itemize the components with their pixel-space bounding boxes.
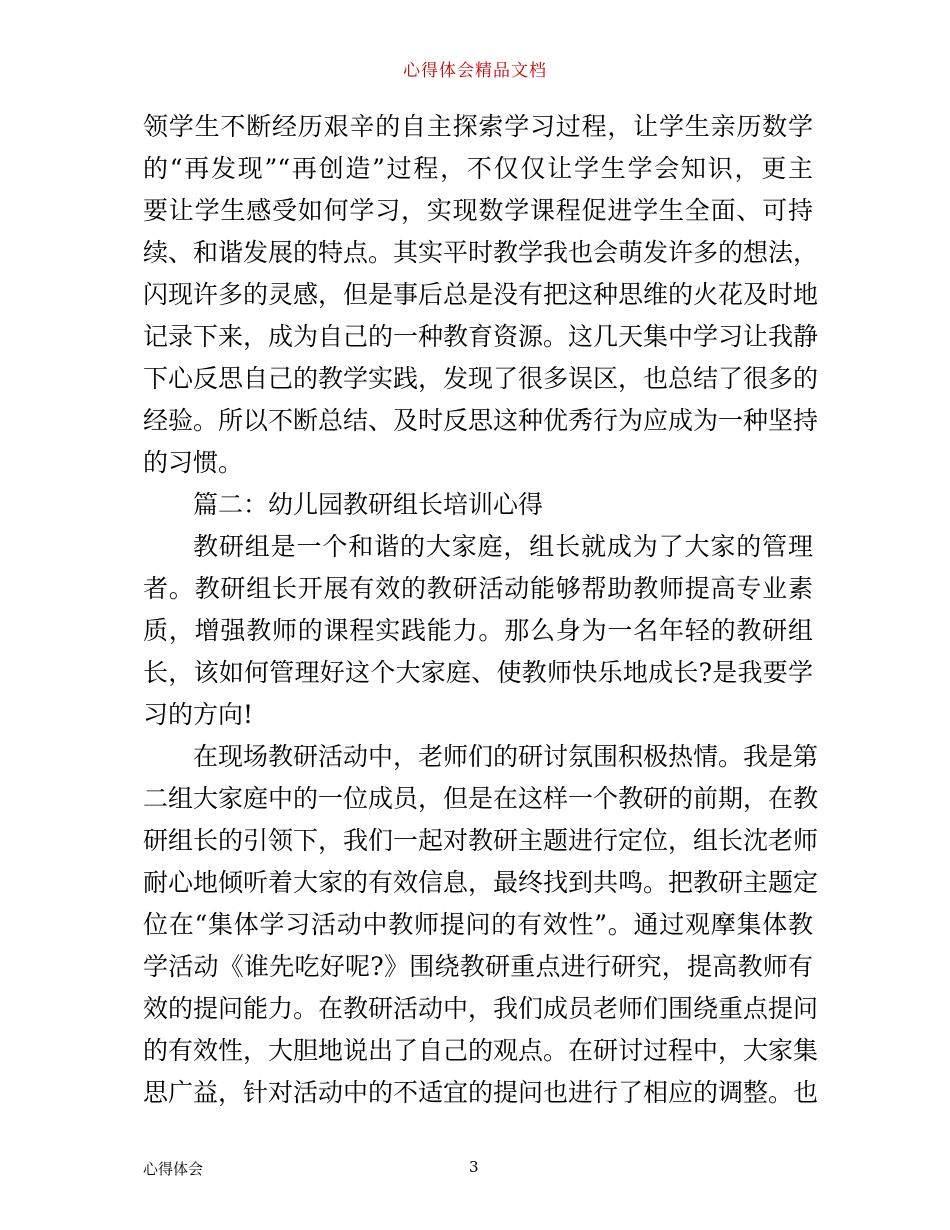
text-line: 研组长的引领下，我们一起对教研主题进行定位，组长沈老师 [143, 826, 819, 855]
document-body [143, 106, 819, 1114]
page-header-title: 心得体会精品文档 [403, 61, 547, 81]
text-line: 耐心地倾听着大家的有效信息，最终找到共鸣。把教研主题定 [143, 868, 819, 897]
text-line: 下心反思自己的教学实践，发现了很多误区，也总结了很多的 [143, 364, 819, 393]
text-line: 长，该如何管理好这个大家庭、使教师快乐地成长?是我要学 [143, 658, 813, 687]
page-footer [0, 1158, 950, 1178]
text-line: 质，增强教师的课程实践能力。那么身为一名年轻的教研组 [143, 616, 813, 645]
text-line: 位在“集体学习活动中教师提问的有效性”。通过观摩集体教 [143, 910, 813, 939]
text-line: 要让学生感受如何学习，实现数学课程促进学生全面、可持 [143, 196, 813, 225]
text-line: 者。教研组长开展有效的教研活动能够帮助教师提高专业素 [143, 574, 813, 603]
text-line: 闪现许多的灵感，但是事后总是没有把这种思维的火花及时地 [143, 280, 819, 309]
text-line: 篇二：幼儿园教研组长培训心得 [193, 490, 544, 519]
text-line: 在现场教研活动中，老师们的研讨氛围积极热情。我是第 [193, 742, 819, 771]
text-line: 的习惯。 [143, 448, 244, 477]
text-line: 记录下来，成为自己的一种教育资源。这几天集中学习让我静 [143, 322, 819, 351]
text-line: 续、和谐发展的特点。其实平时教学我也会萌发许多的想法， [143, 238, 819, 267]
text-line: 习的方向! [143, 700, 254, 729]
footer-label: 心得体会 [143, 1160, 204, 1178]
text-line: 思广益，针对活动中的不适宜的提问也进行了相应的调整。也 [143, 1078, 819, 1107]
text-line: 的有效性，大胆地说出了自己的观点。在研讨过程中，大家集 [143, 1036, 819, 1065]
text-line: 领学生不断经历艰辛的自主探索学习过程，让学生亲历数学 [143, 112, 813, 141]
text-line: 学活动《谁先吃好呢?》围绕教研重点进行研究，提高教师有 [143, 952, 813, 981]
text-line: 的“再发现”“再创造”过程，不仅仅让学生学会知识，更主 [143, 154, 813, 183]
text-line: 效的提问能力。在教研活动中，我们成员老师们围绕重点提问 [143, 994, 819, 1023]
text-line: 经验。所以不断总结、及时反思这种优秀行为应成为一种坚持 [143, 406, 819, 435]
text-line: 教研组是一个和谐的大家庭，组长就成为了大家的管理 [193, 532, 813, 561]
page-number: 3 [469, 1158, 479, 1176]
text-line: 二组大家庭中的一位成员，但是在这样一个教研的前期，在教 [143, 784, 819, 813]
